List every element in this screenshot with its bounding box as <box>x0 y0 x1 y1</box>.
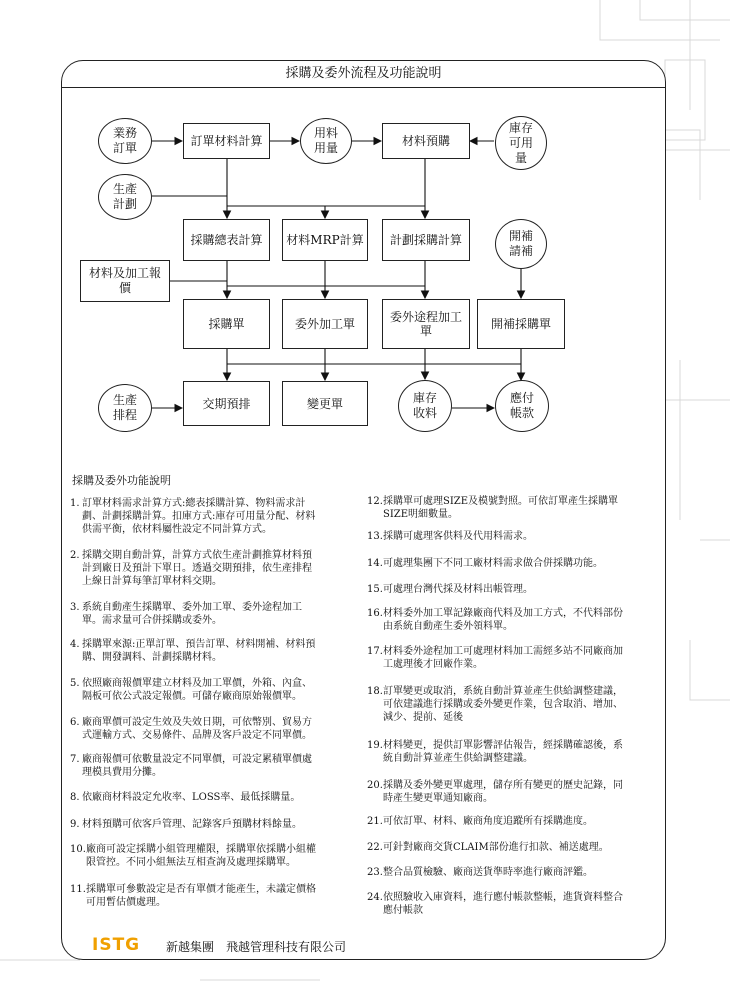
node-material-prepurchase: 材料預購 <box>382 123 470 159</box>
function-number: 1. <box>70 498 80 509</box>
function-number: 10. <box>70 844 86 855</box>
node-mrp-calc: 材料MRP計算 <box>282 219 368 261</box>
function-number: 22. <box>367 842 383 853</box>
document-frame <box>61 60 666 960</box>
function-text: 採購可處理客供料及代用料需求。 <box>383 531 533 542</box>
node-label: 生產 排程 <box>112 393 137 422</box>
node-production-schedule <box>98 384 152 432</box>
function-text: 依照驗收入庫資料，進行應付帳款整帳，進貨資料整合 應付帳款 <box>383 892 623 916</box>
node-material-quote <box>80 260 170 302</box>
node-purchase-total-calc: 採購總表計算 <box>183 219 270 261</box>
function-text: 採購單可參數設定是否有單價才能產生，未議定價格 可用暫估價處理。 <box>86 884 316 908</box>
node-label: 材料及加工報 價 <box>88 266 161 295</box>
node-plan-purchase-calc: 計劃採購計算 <box>382 219 470 261</box>
function-number: 9. <box>70 819 80 830</box>
function-text: 可針對廠商交貨CLAIM部份進行扣款、補送處理。 <box>383 842 609 853</box>
function-number: 14. <box>367 558 383 569</box>
node-label: 開補 請補 <box>508 229 533 258</box>
function-number: 24. <box>367 892 383 903</box>
function-text: 材料變更，提供訂單影響評估報告，經採購確認後，系 統自動計算並產生供給調整建議。 <box>383 740 623 764</box>
function-number: 7. <box>70 754 80 765</box>
function-text: 訂單變更或取消，系統自動計算並產生供給調整建議， 可依建議進行採購或委外變更作業，包含取消、增加、 減少、提前、延後 <box>383 686 623 723</box>
function-text: 整合品質檢驗、廠商送貨準時率進行廠商評鑑。 <box>383 867 593 878</box>
function-text: 採購及委外變更單處理，儲存所有變更的歷史記錄，同 時產生變更單通知廠商。 <box>383 780 623 804</box>
node-outsource-order: 委外加工單 <box>282 299 368 349</box>
node-open-supplement <box>495 219 547 269</box>
node-change-order: 變更單 <box>282 381 368 426</box>
function-text: 採購交期自動計算，計算方式依生產計劃推算材料預 計到廠日及預計下單日。透過交期預排，依生產排程 上線日計算每筆訂單材料交期。 <box>82 550 312 587</box>
function-text: 採購單來源:正單訂單、預告訂單、材料開補、材料預 購、開發調料、計劃採購材料。 <box>82 639 316 663</box>
function-text: 訂單材料需求計算方式:總表採購計算、物料需求計 劃、計劃採購計算。扣庫方式:庫存可用量分配、材料 供需平衡，依材料屬性設定不同計算方式。 <box>82 498 316 535</box>
node-order-material-calc: 訂單材料計算 <box>183 123 270 159</box>
function-text: 廠商報價可依數量設定不同單價，可設定累積單價處 理模具費用分攤。 <box>82 754 312 778</box>
node-production-plan <box>98 174 152 220</box>
function-number: 19. <box>367 740 383 751</box>
function-text: 可依訂單、材料、廠商角度追蹤所有採購進度。 <box>383 816 593 827</box>
function-number: 21. <box>367 816 383 827</box>
node-material-usage <box>300 118 352 164</box>
node-accounts-payable <box>495 380 549 432</box>
node-purchase-order: 採購單 <box>183 299 270 349</box>
function-number: 6. <box>70 717 80 728</box>
function-text: 依照廠商報價單建立材料及加工單價，外箱、內盒、 隔板可依公式設定報價。可儲存廠商原始報價單。 <box>82 678 312 702</box>
function-text: 依廠商材料設定允收率、LOSS率、最低採購量。 <box>82 792 301 803</box>
node-label: 業務 訂單 <box>112 126 137 155</box>
node-label: 庫存 可用 量 <box>508 120 533 165</box>
function-number: 11. <box>70 884 86 895</box>
node-outsource-route-order <box>382 299 470 349</box>
node-stock-receive <box>398 380 452 432</box>
function-number: 13. <box>367 531 383 542</box>
node-label: 用料 用量 <box>313 126 338 155</box>
function-number: 17. <box>367 646 383 657</box>
node-label: 庫存 收料 <box>412 391 437 420</box>
function-text: 系統自動產生採購單、委外加工單、委外途程加工 單。需求量可合併採購或委外。 <box>82 602 302 626</box>
function-text: 可處理台灣代採及材料出帳管理。 <box>383 584 533 595</box>
function-text: 採購單可處理SIZE及模號對照。可依訂單產生採購單 SIZE明細數量。 <box>383 496 619 520</box>
function-number: 8. <box>70 792 80 803</box>
function-number: 15. <box>367 584 383 595</box>
node-label: 生產 計劃 <box>112 182 137 211</box>
function-number: 3. <box>70 602 80 613</box>
function-number: 4. <box>70 639 80 650</box>
node-delivery-schedule: 交期預排 <box>183 381 270 426</box>
function-number: 20. <box>367 780 383 791</box>
function-number: 5. <box>70 678 80 689</box>
function-text: 廠商單價可設定生效及失效日期，可依幣別、貿易方 式運輸方式、交易條件、品牌及客戶設定不同單價。 <box>82 717 312 741</box>
function-text: 廠商可設定採購小組管理權限，採購單依採購小組權 限管控。不同小組無法互相查詢及處理採購單。 <box>86 844 316 868</box>
function-number: 23. <box>367 867 383 878</box>
function-text: 材料委外途程加工可處理材料加工需經多站不同廠商加 工處理後才回廠作業。 <box>383 646 623 670</box>
function-number: 2. <box>70 550 80 561</box>
function-number: 18. <box>367 686 383 697</box>
function-number: 12. <box>367 496 383 507</box>
node-label: 委外途程加工 單 <box>389 310 462 338</box>
company-name: 新越集團 飛越管理科技有限公司 <box>166 940 347 954</box>
function-text: 材料預購可依客戶管理、記錄客戶預購材料餘量。 <box>82 819 302 830</box>
node-label: 應付 帳款 <box>509 391 534 420</box>
function-number: 16. <box>367 608 383 619</box>
node-supplement-purchase-order: 開補採購單 <box>477 299 565 349</box>
section-title: 採購及委外功能說明 <box>72 474 171 487</box>
function-text: 可處理集團下不同工廠材料需求做合併採購功能。 <box>383 558 603 569</box>
node-stock-available <box>495 116 547 170</box>
node-sales-order <box>98 118 152 164</box>
document-title: 採購及委外流程及功能說明 <box>62 61 665 88</box>
istg-logo: ISTG <box>92 935 141 955</box>
function-text: 材料委外加工單記錄廠商代料及加工方式，不代料部份 由系統自動產生委外領料單。 <box>383 608 623 632</box>
